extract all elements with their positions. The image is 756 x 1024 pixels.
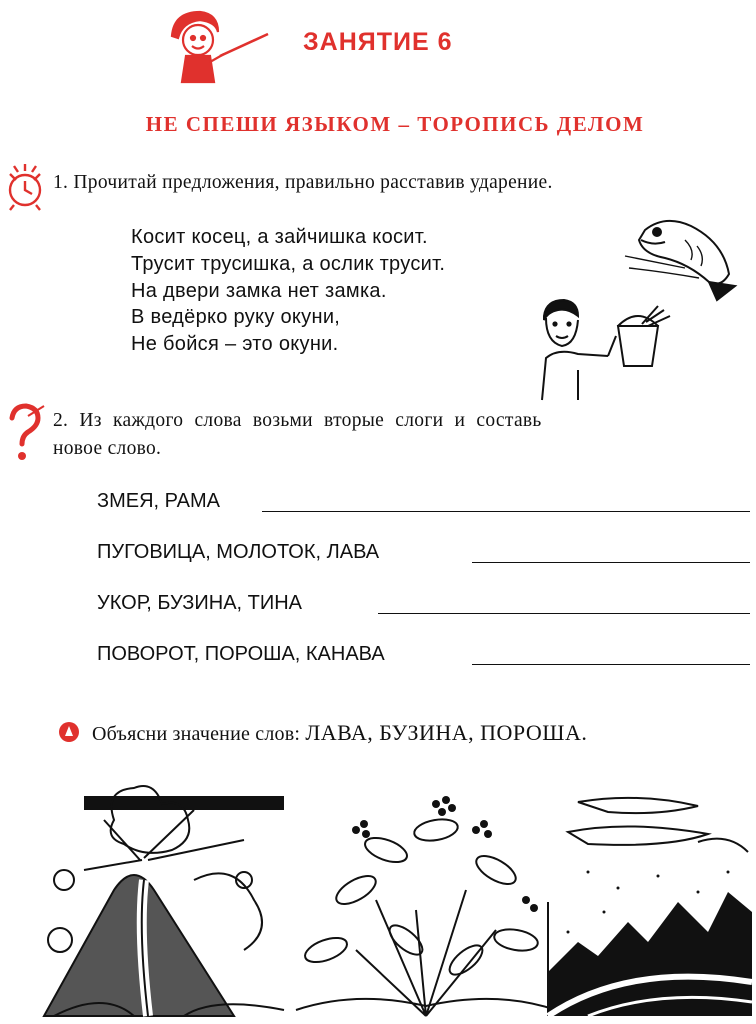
answer-line-1[interactable] xyxy=(262,511,750,512)
sentence-1: Косит косец, а зайчишка косит. xyxy=(131,226,428,248)
fish-illustration-icon xyxy=(625,210,753,305)
boy-with-bucket-illustration-icon xyxy=(538,296,678,400)
volcano-lava-illustration-icon xyxy=(44,780,284,1016)
task2-instruction-line2: новое слово. xyxy=(53,438,162,459)
snowy-landscape-illustration-icon xyxy=(548,792,752,1016)
word-group-2: ПУГОВИЦА, МОЛОТОК, ЛАВА xyxy=(97,541,380,563)
lesson-title: ЗАНЯТИЕ 6 xyxy=(303,28,453,56)
sentence-4: В ведёрко руку окуни, xyxy=(131,306,341,328)
task3-instruction-text: Объясни значение слов: xyxy=(92,723,301,745)
elderberry-bush-illustration-icon xyxy=(296,790,556,1016)
sentence-2: Трусит трусишка, а ослик трусит. xyxy=(131,253,446,275)
word-group-4: ПОВОРОТ, ПОРОША, КАНАВА xyxy=(97,643,385,665)
word-group-1: ЗМЕЯ, РАМА xyxy=(97,490,220,512)
answer-line-4[interactable] xyxy=(472,664,750,665)
task3-instruction xyxy=(92,720,587,746)
task3-words: ЛАВА, БУЗИНА, ПОРОША. xyxy=(305,720,588,745)
question-mark-icon xyxy=(4,402,48,462)
alarm-clock-icon xyxy=(2,160,48,212)
sentence-3: На двери замка нет замка. xyxy=(131,280,387,302)
mascot-pointer-icon xyxy=(160,6,270,86)
answer-line-2[interactable] xyxy=(472,562,750,563)
red-circle-marker-icon xyxy=(58,721,80,743)
sentence-5: Не бойся – это окуни. xyxy=(131,333,339,355)
word-group-3: УКОР, БУЗИНА, ТИНА xyxy=(97,592,303,614)
answer-line-3[interactable] xyxy=(378,613,750,614)
proverb-heading: НЕ СПЕШИ ЯЗЫКОМ – ТОРОПИСЬ ДЕЛОМ xyxy=(145,112,645,136)
task2-instruction-line1: 2. Из каждого слова возьми вторые слоги и составь xyxy=(53,410,542,431)
task1-instruction: 1. Прочитай предложения, правильно расставив ударение. xyxy=(53,172,553,193)
